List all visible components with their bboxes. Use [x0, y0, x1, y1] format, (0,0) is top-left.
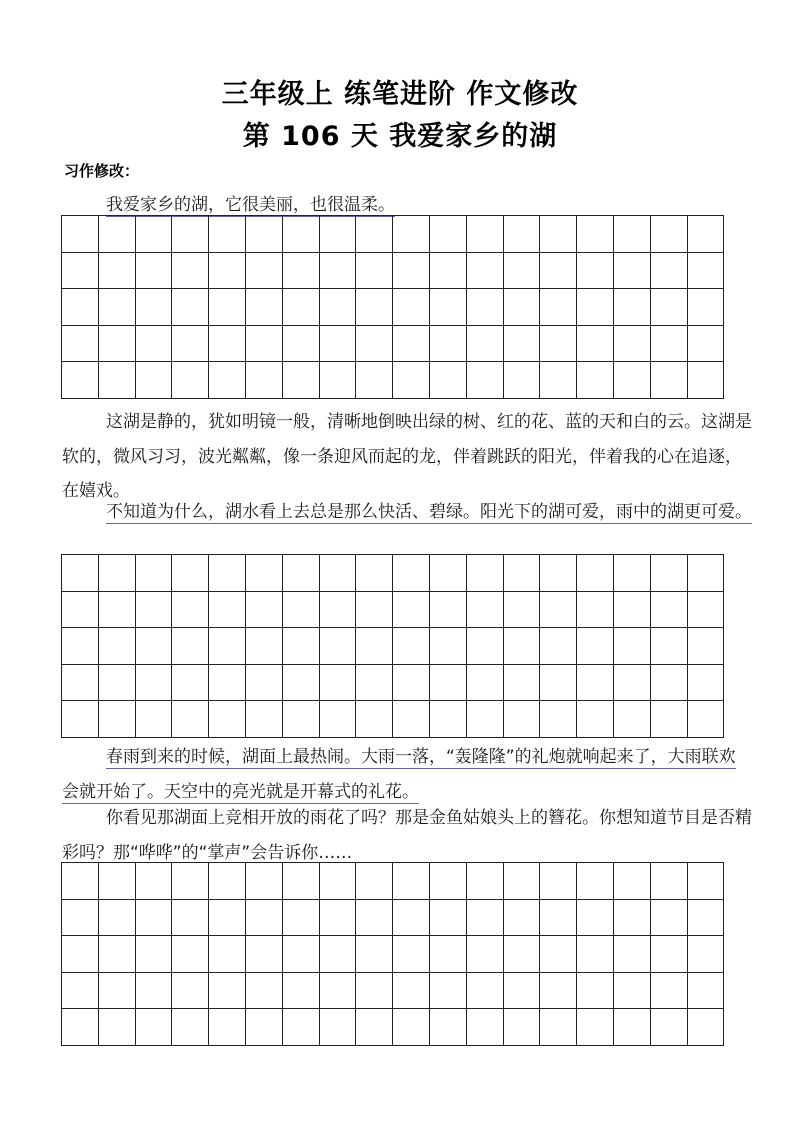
grid-cell: [283, 289, 320, 326]
grid-cell: [614, 665, 651, 702]
grid-cell: [540, 701, 577, 738]
grid-cell: [62, 289, 99, 326]
grid-cell: [504, 863, 541, 900]
grid-cell: [467, 900, 504, 937]
grid-cell: [540, 253, 577, 290]
underlined-text: 不知道为什么，湖水看上去总是那么快活、碧绿。阳光下的湖可爱，雨中的湖更可爱。: [106, 502, 752, 522]
grid-cell: [62, 936, 99, 973]
grid-cell: [688, 900, 725, 937]
grid-cell: [688, 289, 725, 326]
grid-cell: [688, 701, 725, 738]
grid-cell: [651, 326, 688, 363]
grid-cell: [430, 1009, 467, 1046]
grid-cell: [393, 289, 430, 326]
grid-cell: [393, 665, 430, 702]
grid-cell: [651, 253, 688, 290]
grid-cell: [283, 665, 320, 702]
grid-cell: [651, 936, 688, 973]
grid-cell: [504, 900, 541, 937]
grid-cell: [283, 592, 320, 629]
grid-cell: [577, 628, 614, 665]
grid-cell: [688, 936, 725, 973]
grid-cell: [283, 1009, 320, 1046]
grid-cell: [504, 326, 541, 363]
grid-cell: [430, 701, 467, 738]
grid-cell: [62, 216, 99, 253]
grid-cell: [99, 253, 136, 290]
grid-cell: [393, 216, 430, 253]
grid-cell: [320, 863, 357, 900]
grid-cell: [430, 863, 467, 900]
grid-cell: [246, 216, 283, 253]
grid-cell: [320, 701, 357, 738]
grid-cell: [540, 326, 577, 363]
grid-cell: [283, 936, 320, 973]
grid-cell: [209, 900, 246, 937]
grid-cell: [209, 936, 246, 973]
grid-cell: [540, 289, 577, 326]
grid-cell: [577, 216, 614, 253]
grid-cell: [614, 628, 651, 665]
grid-cell: [540, 362, 577, 399]
grid-cell: [136, 973, 173, 1010]
grid-cell: [688, 973, 725, 1010]
grid-cell: [467, 555, 504, 592]
grid-cell: [356, 362, 393, 399]
grid-cell: [99, 701, 136, 738]
paragraph-3: [62, 495, 752, 530]
grid-cell: [651, 628, 688, 665]
grid-cell: [540, 900, 577, 937]
grid-cell: [320, 253, 357, 290]
grid-cell: [172, 701, 209, 738]
grid-cell: [614, 592, 651, 629]
grid-cell: [283, 216, 320, 253]
grid-cell: [246, 973, 283, 1010]
grid-cell: [540, 1009, 577, 1046]
grid-cell: [614, 701, 651, 738]
grid-cell: [62, 628, 99, 665]
grid-cell: [283, 863, 320, 900]
grid-cell: [136, 253, 173, 290]
grid-cell: [577, 863, 614, 900]
grid-cell: [651, 289, 688, 326]
grid-cell: [504, 973, 541, 1010]
grid-cell: [172, 863, 209, 900]
grid-cell: [393, 973, 430, 1010]
grid-cell: [62, 701, 99, 738]
grid-cell: [356, 1009, 393, 1046]
paragraph-5: 你看见那湖面上竞相开放的雨花了吗？那是金鱼姑娘头上的簪花。你想知道节目是否精彩吗？那“哗哗”的“掌声”会告诉你……: [62, 808, 752, 863]
writing-grid-1: [61, 215, 724, 399]
grid-cell: [577, 665, 614, 702]
grid-cell: [320, 973, 357, 1010]
grid-cell: [62, 973, 99, 1010]
section-label: 习作修改：: [64, 162, 140, 180]
grid-cell: [614, 973, 651, 1010]
grid-cell: [99, 1009, 136, 1046]
grid-cell: [504, 289, 541, 326]
grid-cell: [320, 592, 357, 629]
grid-cell: [504, 701, 541, 738]
grid-cell: [246, 665, 283, 702]
grid-cell: [246, 592, 283, 629]
grid-cell: [99, 216, 136, 253]
grid-cell: [651, 362, 688, 399]
grid-cell: [136, 936, 173, 973]
grid-cell: [688, 216, 725, 253]
grid-cell: [504, 555, 541, 592]
grid-cell: [356, 665, 393, 702]
grid-cell: [393, 900, 430, 937]
grid-cell: [320, 936, 357, 973]
grid-cell: [393, 253, 430, 290]
grid-cell: [393, 592, 430, 629]
grid-cell: [99, 289, 136, 326]
grid-cell: [577, 555, 614, 592]
grid-cell: [688, 592, 725, 629]
grid-cell: [430, 289, 467, 326]
grid-cell: [540, 216, 577, 253]
grid-cell: [99, 628, 136, 665]
grid-cell: [651, 701, 688, 738]
grid-cell: [136, 701, 173, 738]
grid-cell: [540, 665, 577, 702]
grid-cell: [356, 900, 393, 937]
grid-cell: [614, 362, 651, 399]
grid-cell: [467, 289, 504, 326]
grid-cell: [209, 1009, 246, 1046]
grid-cell: [320, 289, 357, 326]
grid-cell: [504, 253, 541, 290]
grid-cell: [209, 253, 246, 290]
grid-cell: [136, 216, 173, 253]
grid-cell: [320, 216, 357, 253]
grid-cell: [172, 289, 209, 326]
grid-cell: [467, 1009, 504, 1046]
underlined-text: 春雨到来的时候，湖面上最热闹。大雨一落，“轰隆隆”的礼炮就响起来了，大雨联欢会就开始了。天空中的亮光就是开幕式的礼花。: [62, 747, 736, 802]
grid-cell: [62, 665, 99, 702]
grid-cell: [283, 628, 320, 665]
grid-cell: [136, 900, 173, 937]
grid-cell: [283, 555, 320, 592]
grid-cell: [246, 701, 283, 738]
grid-cell: [504, 1009, 541, 1046]
grid-cell: [136, 362, 173, 399]
grid-cell: [172, 592, 209, 629]
grid-cell: [651, 1009, 688, 1046]
grid-cell: [209, 555, 246, 592]
grid-cell: [320, 1009, 357, 1046]
grid-cell: [320, 665, 357, 702]
grid-cell: [651, 592, 688, 629]
grid-cell: [283, 253, 320, 290]
grid-cell: [209, 216, 246, 253]
grid-cell: [614, 1009, 651, 1046]
grid-cell: [540, 628, 577, 665]
grid-cell: [688, 362, 725, 399]
grid-cell: [540, 555, 577, 592]
grid-cell: [467, 973, 504, 1010]
grid-cell: [172, 628, 209, 665]
grid-cell: [430, 900, 467, 937]
grid-cell: [393, 863, 430, 900]
paragraph-2: 这湖是静的，犹如明镜一般，清晰地倒映出绿的树、红的花、蓝的天和白的云。这湖是软的，微风习习，波光粼粼，像一条迎风而起的龙，伴着跳跃的阳光，伴着我的心在追逐，在嬉戏。: [62, 412, 752, 501]
writing-grid-2: [61, 554, 724, 738]
grid-cell: [504, 592, 541, 629]
grid-cell: [246, 253, 283, 290]
grid-cell: [172, 665, 209, 702]
grid-cell: [651, 863, 688, 900]
grid-cell: [356, 973, 393, 1010]
grid-cell: [430, 665, 467, 702]
grid-cell: [651, 665, 688, 702]
underlined-text: 我爱家乡的湖，它很美丽，也很温柔。: [106, 195, 395, 215]
grid-cell: [467, 362, 504, 399]
page-title-line-2: 第 106 天 我爱家乡的湖: [242, 121, 558, 152]
grid-cell: [209, 973, 246, 1010]
grid-cell: [430, 936, 467, 973]
grid-cell: [209, 362, 246, 399]
grid-cell: [356, 216, 393, 253]
grid-cell: [467, 628, 504, 665]
grid-cell: [577, 289, 614, 326]
grid-cell: [393, 362, 430, 399]
grid-cell: [688, 326, 725, 363]
grid-cell: [651, 900, 688, 937]
grid-cell: [430, 973, 467, 1010]
grid-cell: [614, 289, 651, 326]
grid-cell: [99, 863, 136, 900]
grid-cell: [136, 592, 173, 629]
grid-cell: [688, 1009, 725, 1046]
grid-cell: [467, 326, 504, 363]
grid-cell: [136, 628, 173, 665]
grid-cell: [467, 863, 504, 900]
grid-cell: [614, 936, 651, 973]
grid-cell: [62, 326, 99, 363]
grid-cell: [614, 253, 651, 290]
grid-cell: [356, 628, 393, 665]
grid-cell: [320, 900, 357, 937]
grid-cell: [430, 555, 467, 592]
grid-cell: [320, 326, 357, 363]
grid-cell: [172, 253, 209, 290]
grid-cell: [136, 863, 173, 900]
grid-cell: [467, 936, 504, 973]
grid-cell: [99, 555, 136, 592]
grid-cell: [209, 628, 246, 665]
grid-cell: [356, 701, 393, 738]
grid-cell: [62, 555, 99, 592]
grid-cell: [136, 1009, 173, 1046]
grid-cell: [688, 555, 725, 592]
grid-cell: [430, 326, 467, 363]
grid-cell: [320, 362, 357, 399]
grid-cell: [393, 1009, 430, 1046]
grid-cell: [430, 253, 467, 290]
grid-cell: [62, 362, 99, 399]
grid-cell: [209, 289, 246, 326]
grid-cell: [62, 253, 99, 290]
grid-cell: [577, 326, 614, 363]
grid-cell: [356, 253, 393, 290]
grid-cell: [651, 216, 688, 253]
grid-cell: [136, 665, 173, 702]
grid-cell: [246, 1009, 283, 1046]
grid-cell: [136, 289, 173, 326]
grid-cell: [577, 592, 614, 629]
grid-cell: [430, 592, 467, 629]
grid-cell: [246, 936, 283, 973]
grid-cell: [246, 863, 283, 900]
page-title-line-1: 三年级上 练笔进阶 作文修改: [221, 79, 579, 110]
grid-cell: [99, 592, 136, 629]
grid-cell: [246, 289, 283, 326]
grid-cell: [209, 665, 246, 702]
grid-cell: [246, 555, 283, 592]
grid-cell: [99, 326, 136, 363]
grid-cell: [614, 216, 651, 253]
grid-cell: [356, 936, 393, 973]
grid-cell: [393, 701, 430, 738]
grid-cell: [540, 973, 577, 1010]
grid-cell: [467, 253, 504, 290]
grid-cell: [99, 973, 136, 1010]
grid-cell: [62, 592, 99, 629]
grid-cell: [283, 362, 320, 399]
grid-cell: [356, 289, 393, 326]
grid-cell: [393, 936, 430, 973]
grid-cell: [209, 592, 246, 629]
grid-cell: [283, 701, 320, 738]
grid-cell: [688, 665, 725, 702]
grid-cell: [172, 973, 209, 1010]
grid-cell: [393, 628, 430, 665]
grid-cell: [62, 900, 99, 937]
grid-cell: [320, 555, 357, 592]
grid-cell: [688, 628, 725, 665]
grid-cell: [467, 665, 504, 702]
grid-cell: [62, 863, 99, 900]
grid-cell: [99, 900, 136, 937]
grid-cell: [430, 216, 467, 253]
grid-cell: [172, 1009, 209, 1046]
grid-cell: [62, 1009, 99, 1046]
grid-cell: [283, 326, 320, 363]
grid-cell: [283, 973, 320, 1010]
grid-cell: [688, 863, 725, 900]
grid-cell: [688, 253, 725, 290]
grid-cell: [209, 701, 246, 738]
grid-cell: [504, 628, 541, 665]
grid-cell: [356, 592, 393, 629]
grid-cell: [172, 555, 209, 592]
grid-cell: [651, 555, 688, 592]
grid-cell: [356, 326, 393, 363]
grid-cell: [577, 362, 614, 399]
grid-cell: [467, 216, 504, 253]
grid-cell: [246, 628, 283, 665]
grid-cell: [393, 555, 430, 592]
grid-cell: [504, 936, 541, 973]
writing-grid-3: [61, 862, 724, 1046]
grid-cell: [430, 628, 467, 665]
grid-cell: [172, 936, 209, 973]
grid-cell: [430, 362, 467, 399]
grid-cell: [614, 326, 651, 363]
grid-cell: [577, 1009, 614, 1046]
grid-cell: [172, 900, 209, 937]
grid-cell: [504, 216, 541, 253]
grid-cell: [283, 900, 320, 937]
grid-cell: [577, 253, 614, 290]
grid-cell: [356, 555, 393, 592]
grid-cell: [172, 362, 209, 399]
grid-cell: [246, 362, 283, 399]
grid-cell: [99, 936, 136, 973]
grid-cell: [504, 665, 541, 702]
grid-cell: [467, 592, 504, 629]
grid-cell: [540, 936, 577, 973]
grid-cell: [614, 555, 651, 592]
grid-cell: [614, 863, 651, 900]
grid-cell: [172, 326, 209, 363]
grid-cell: [651, 973, 688, 1010]
grid-cell: [577, 900, 614, 937]
grid-cell: [246, 900, 283, 937]
grid-cell: [136, 326, 173, 363]
grid-cell: [209, 863, 246, 900]
grid-cell: [136, 555, 173, 592]
grid-cell: [577, 973, 614, 1010]
grid-cell: [356, 863, 393, 900]
grid-cell: [172, 216, 209, 253]
grid-cell: [540, 863, 577, 900]
grid-cell: [393, 326, 430, 363]
grid-cell: [577, 936, 614, 973]
grid-cell: [540, 592, 577, 629]
grid-cell: [99, 665, 136, 702]
grid-cell: [577, 701, 614, 738]
paragraph-4: [62, 740, 752, 809]
grid-cell: [209, 326, 246, 363]
grid-cell: [320, 628, 357, 665]
grid-cell: [504, 362, 541, 399]
grid-cell: [614, 900, 651, 937]
grid-cell: [99, 362, 136, 399]
grid-cell: [467, 701, 504, 738]
grid-cell: [246, 326, 283, 363]
